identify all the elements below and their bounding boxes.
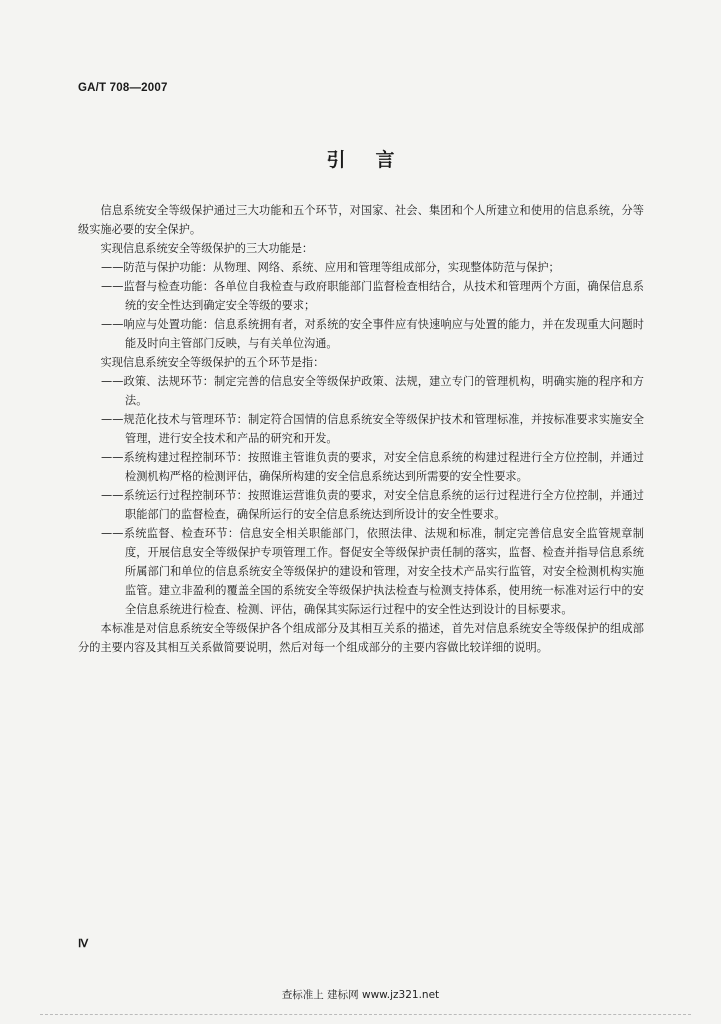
link-item-construction: ——系统构建过程控制环节：按照谁主管谁负责的要求，对安全信息系统的构建过程进行全方位控制，并通过检测机构严格的检测评估，确保所构建的安全信息系统达到所需要的安全性要求。: [101, 451, 644, 483]
function-item-supervision: ——监督与检查功能：各单位自我检查与政府职能部门监督检查相结合，从技术和管理两个方面，确保信息系统的安全性达到确定安全等级的要求；: [101, 280, 644, 312]
scope-paragraph: 本标准是对信息系统安全等级保护各个组成部分及其相互关系的描述，首先对信息系统安全等级保护的组成部分的主要内容及其相互关系做简要说明，然后对每一个组成部分的主要内容做比较详细的说明。: [78, 622, 644, 654]
link-item-operation: ——系统运行过程控制环节：按照谁运营谁负责的要求，对安全信息系统的运行过程进行全方位控制，并通过职能部门的监督检查，确保所运行的安全信息系统达到所设计的安全性要求。: [101, 489, 644, 521]
document-body: [78, 201, 644, 657]
functions-heading: 实现信息系统安全等级保护的三大功能是：: [100, 242, 314, 255]
function-item-response: ——响应与处置功能：信息系统拥有者，对系统的安全事件应有快速响应与处置的能力，并在发现重大问题时能及时向主管部门反映，与有关单位沟通。: [101, 318, 644, 350]
intro-paragraph-1: 信息系统安全等级保护通过三大功能和五个环节，对国家、社会、集团和个人所建立和使用的信息系统，分等级实施必要的安全保护。: [78, 204, 644, 236]
scan-artifact-line: [40, 1014, 691, 1017]
page-number: Ⅳ: [78, 938, 89, 950]
footer-watermark: 查标准上 建标网 www.jz321.net: [281, 989, 440, 1001]
function-item-protection: ——防范与保护功能：从物理、网络、系统、应用和管理等组成部分，实现整体防范与保护；: [101, 261, 560, 274]
link-item-standardization: ——规范化技术与管理环节：制定符合国情的信息系统安全等级保护技术和管理标准，并按标准要求实施安全管理，进行安全技术和产品的研究和开发。: [101, 413, 644, 445]
link-item-inspection: ——系统监督、检查环节：信息安全相关职能部门，依照法律、法规和标准，制定完善信息安全监管规章制度，开展信息安全等级保护专项管理工作。督促安全等级保护责任制的落实，监督、检查并指导信息系统所属部门和单位的信息系统安全等级保护的建设和管理，对安全技术产品实行监管，对安全检测机构实施监管。建立非盈利的覆盖全国的系统安全等级保护执法检查与检测支持体系，使用统一标准对运行中的安全信息系统进行检查、检测、评估，确保其实际运行过程中的安全性达到设计的目标要求。: [101, 527, 644, 616]
page-title: 引言: [326, 149, 425, 171]
link-item-policy: ——政策、法规环节：制定完善的信息安全等级保护政策、法规，建立专门的管理机构，明确实施的程序和方法。: [101, 375, 644, 407]
links-heading: 实现信息系统安全等级保护的五个环节是指：: [100, 356, 325, 369]
standard-number: GA/T 708—2007: [78, 82, 168, 94]
